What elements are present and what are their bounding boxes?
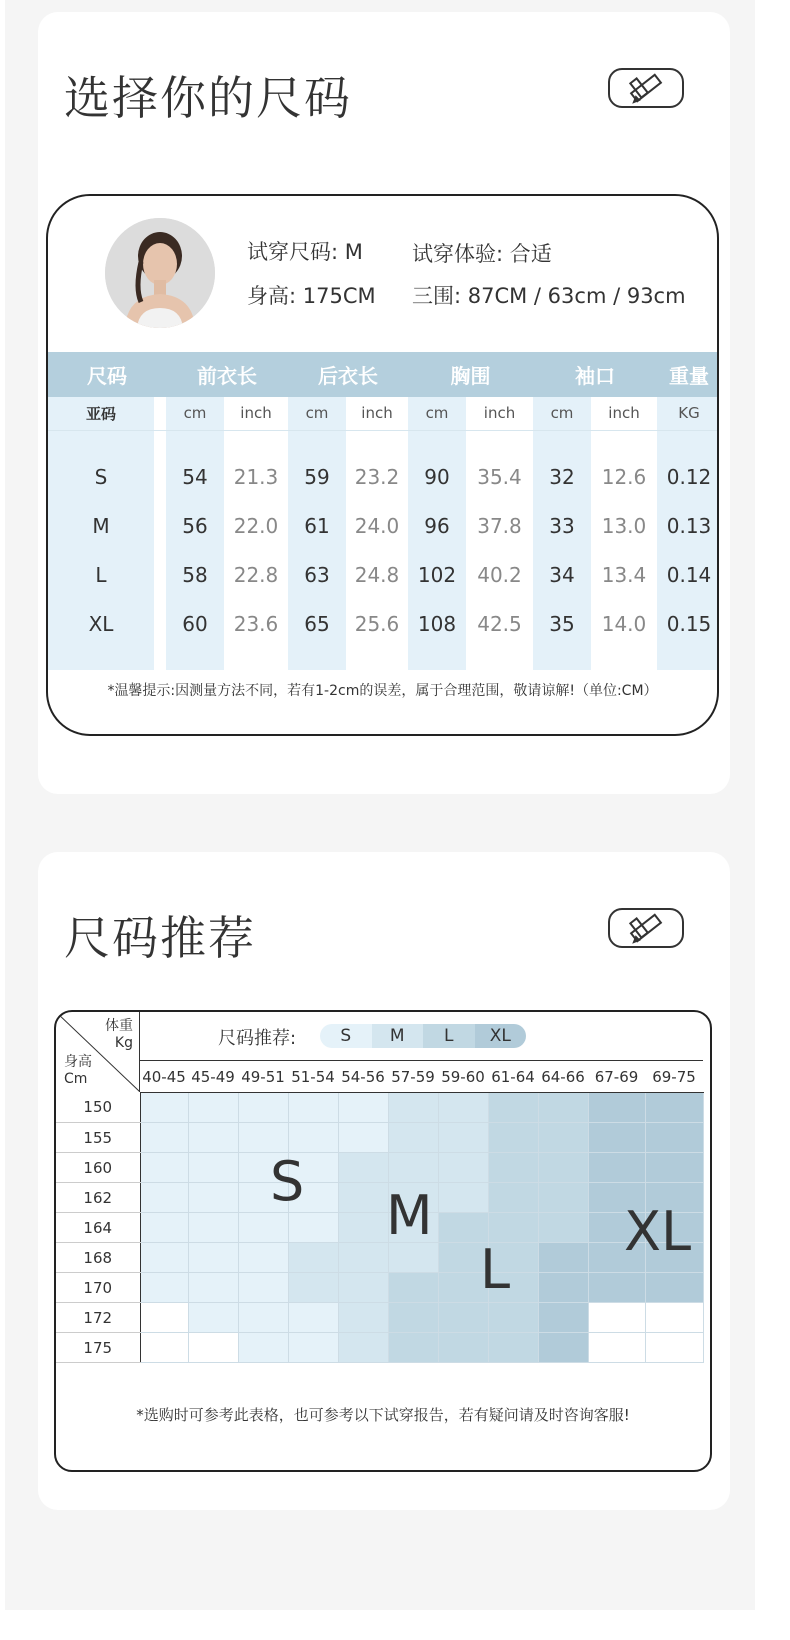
value-cell: 108 [408, 599, 466, 648]
height-label: 175 [56, 1333, 140, 1363]
grid-cell [588, 1093, 645, 1123]
grid-cell [488, 1183, 538, 1213]
grid-cell [188, 1273, 238, 1303]
grid-cell [140, 1333, 188, 1363]
grid-cell [188, 1123, 238, 1153]
grid-cell [238, 1123, 288, 1153]
grid-cell [388, 1333, 438, 1363]
grid-cell [538, 1243, 588, 1273]
value-cell: 35.4 [466, 452, 533, 501]
table-unit-row [48, 397, 719, 430]
header-back-length: 后衣长 [288, 352, 408, 397]
grid-cell [388, 1303, 438, 1333]
zone-label-m: M [386, 1184, 433, 1247]
grid-cell [588, 1303, 645, 1333]
page-background [5, 0, 755, 1610]
value-cell: 0.13 [657, 501, 719, 550]
unit-cell: cm [166, 397, 224, 430]
grid-cell [388, 1153, 438, 1183]
height-row [56, 1333, 703, 1363]
value-cell: 24.8 [346, 550, 408, 599]
legend-item-l: L [423, 1024, 475, 1048]
weight-range: 49-51 [238, 1061, 288, 1093]
grid-cell [238, 1303, 288, 1333]
legend-item-xl: XL [475, 1024, 527, 1048]
grid-cell [238, 1213, 288, 1243]
value-cell: 0.15 [657, 599, 719, 648]
size-row [48, 452, 719, 501]
size-row [48, 501, 719, 550]
weight-range: 59-60 [438, 1061, 488, 1093]
size-table [48, 352, 719, 670]
weight-label: 体重 [105, 1018, 133, 1034]
spacer-cell [154, 452, 166, 501]
size-chart-box [46, 194, 719, 736]
grid-cell [438, 1183, 488, 1213]
weight-range: 67-69 [588, 1061, 645, 1093]
grid-cell [288, 1123, 338, 1153]
grid-cell [438, 1303, 488, 1333]
zone-label-xl: XL [624, 1200, 692, 1263]
grid-cell [338, 1303, 388, 1333]
height-label: 160 [56, 1153, 140, 1183]
grid-cell [288, 1093, 338, 1123]
weight-range: 57-59 [388, 1061, 438, 1093]
size-cell: L [48, 550, 154, 599]
tryon-height: 身高: 175CM [247, 284, 376, 308]
value-cell: 42.5 [466, 599, 533, 648]
grid-cell [188, 1303, 238, 1333]
size-cell: M [48, 501, 154, 550]
grid-cell [388, 1123, 438, 1153]
value-cell: 58 [166, 550, 224, 599]
weight-range: 51-54 [288, 1061, 338, 1093]
grid-cell [588, 1123, 645, 1153]
grid-cell [140, 1273, 188, 1303]
section-title-size-recommendation: 尺码推荐 [64, 911, 256, 965]
value-cell: 32 [533, 452, 591, 501]
grid-cell [388, 1243, 438, 1273]
grid-cell [338, 1213, 388, 1243]
grid-cell [645, 1093, 703, 1123]
ruler-pencil-icon [608, 68, 684, 108]
table-header-row [48, 352, 719, 397]
height-row [56, 1183, 703, 1213]
height-label: 170 [56, 1273, 140, 1303]
height-row [56, 1123, 703, 1153]
height-row [56, 1093, 703, 1123]
grid-cell [238, 1093, 288, 1123]
value-cell: 21.3 [224, 452, 288, 501]
grid-cell [438, 1153, 488, 1183]
table-spacer-row [48, 430, 719, 452]
value-cell: 65 [288, 599, 346, 648]
grid-cell [188, 1213, 238, 1243]
value-cell: 23.6 [224, 599, 288, 648]
size-cell: S [48, 452, 154, 501]
unit-cell: inch [346, 397, 408, 430]
grid-cell [140, 1183, 188, 1213]
grid-cell [288, 1213, 338, 1243]
grid-cell [538, 1273, 588, 1303]
value-cell: 54 [166, 452, 224, 501]
value-cell: 40.2 [466, 550, 533, 599]
unit-cell: inch [466, 397, 533, 430]
weight-range: 54-56 [338, 1061, 388, 1093]
weight-range: 61-64 [488, 1061, 538, 1093]
grid-cell [288, 1243, 338, 1273]
grid-cell [588, 1153, 645, 1183]
value-cell: 96 [408, 501, 466, 550]
legend-item-m: M [372, 1024, 424, 1048]
weight-range: 69-75 [645, 1061, 703, 1093]
spacer-cell [154, 397, 166, 430]
grid-cell [645, 1153, 703, 1183]
value-cell: 0.14 [657, 550, 719, 599]
grid-cell [538, 1093, 588, 1123]
value-cell: 61 [288, 501, 346, 550]
grid-cell [140, 1123, 188, 1153]
grid-cell [338, 1183, 388, 1213]
height-label: 162 [56, 1183, 140, 1213]
grid-cell [538, 1303, 588, 1333]
value-cell: 90 [408, 452, 466, 501]
value-cell: 56 [166, 501, 224, 550]
zone-label-l: L [480, 1238, 511, 1301]
grid-cell [438, 1123, 488, 1153]
unit-cell: cm [533, 397, 591, 430]
value-cell: 63 [288, 550, 346, 599]
spacer-cell [154, 599, 166, 648]
weight-range: 40-45 [140, 1061, 188, 1093]
grid-cell [538, 1183, 588, 1213]
size-note: *温馨提示:因测量方法不同，若有1-2cm的误差，属于合理范围，敬请谅解!（单位:CM） [107, 683, 658, 699]
header-front-length: 前衣长 [166, 352, 288, 397]
grid-cell [288, 1303, 338, 1333]
height-label: 155 [56, 1123, 140, 1153]
weight-range: 64-66 [538, 1061, 588, 1093]
unit-cell: KG [657, 397, 719, 430]
value-cell: 35 [533, 599, 591, 648]
grid-cell [188, 1333, 238, 1363]
height-row [56, 1243, 703, 1273]
grid-cell [645, 1303, 703, 1333]
height-row [56, 1153, 703, 1183]
grid-cell [645, 1333, 703, 1363]
grid-cell [488, 1123, 538, 1153]
value-cell: 22.0 [224, 501, 288, 550]
value-cell: 22.8 [224, 550, 288, 599]
value-cell: 24.0 [346, 501, 408, 550]
header-size: 尺码 [48, 352, 166, 397]
value-cell: 23.2 [346, 452, 408, 501]
value-cell: 59 [288, 452, 346, 501]
size-recommendation-card [38, 852, 730, 1510]
value-cell: 0.12 [657, 452, 719, 501]
value-cell: 13.0 [591, 501, 657, 550]
model-avatar [105, 218, 215, 328]
grid-cell [140, 1243, 188, 1273]
height-label: 身高 [64, 1054, 92, 1070]
grid-cell [588, 1273, 645, 1303]
zone-label-s: S [270, 1150, 305, 1213]
grid-cell [238, 1273, 288, 1303]
grid-cell [538, 1123, 588, 1153]
size-legend [320, 1024, 526, 1048]
grid-cell [588, 1333, 645, 1363]
grid-cell [645, 1123, 703, 1153]
height-row [56, 1273, 703, 1303]
grid-cell [140, 1303, 188, 1333]
grid-cell [488, 1333, 538, 1363]
grid-cell [140, 1093, 188, 1123]
header-weight: 重量 [657, 352, 719, 397]
grid-cell [338, 1093, 388, 1123]
spacer-cell [154, 501, 166, 550]
value-cell: 37.8 [466, 501, 533, 550]
value-cell: 60 [166, 599, 224, 648]
grid-cell [538, 1153, 588, 1183]
size-row [48, 599, 719, 648]
value-cell: 14.0 [591, 599, 657, 648]
grid-cell [538, 1333, 588, 1363]
unit-cell: 亚码 [48, 397, 154, 430]
header-bust: 胸围 [408, 352, 533, 397]
grid-cell [188, 1183, 238, 1213]
grid-cell [188, 1093, 238, 1123]
grid-cell [438, 1093, 488, 1123]
grid-cell [140, 1213, 188, 1243]
grid-cell [288, 1273, 338, 1303]
size-cell: XL [48, 599, 154, 648]
tryon-fit: 试穿体验: 合适 [412, 242, 552, 266]
value-cell: 34 [533, 550, 591, 599]
height-label: 164 [56, 1213, 140, 1243]
recommendation-chart-box [54, 1010, 712, 1472]
grid-cell [438, 1333, 488, 1363]
ruler-pencil-icon [608, 908, 684, 948]
table-spacer-row [48, 648, 719, 670]
grid-cell [338, 1153, 388, 1183]
legend-item-s: S [320, 1024, 372, 1048]
value-cell: 102 [408, 550, 466, 599]
size-row [48, 550, 719, 599]
grid-cell [388, 1093, 438, 1123]
tryon-size: 试穿尺码: M [247, 240, 363, 264]
grid-cell [238, 1243, 288, 1273]
unit-cell: inch [591, 397, 657, 430]
grid-cell [645, 1273, 703, 1303]
height-label: 168 [56, 1243, 140, 1273]
grid-cell [140, 1153, 188, 1183]
grid-cell [188, 1153, 238, 1183]
spacer-cell [154, 550, 166, 599]
height-label: 150 [56, 1093, 140, 1123]
value-cell: 33 [533, 501, 591, 550]
unit-cell: cm [408, 397, 466, 430]
height-row [56, 1303, 703, 1333]
grid-cell [338, 1123, 388, 1153]
grid-cell [188, 1243, 238, 1273]
grid-cell [488, 1303, 538, 1333]
grid-cell [538, 1213, 588, 1243]
value-cell: 12.6 [591, 452, 657, 501]
recommendation-note: *选购时可参考此表格，也可参考以下试穿报告，若有疑问请及时咨询客服! [136, 1406, 630, 1424]
header-cuff: 袖口 [533, 352, 657, 397]
section-title-size-selection: 选择你的尺码 [64, 71, 352, 125]
height-unit: Cm [64, 1071, 88, 1087]
size-selection-card [38, 12, 730, 794]
grid-cell [388, 1273, 438, 1303]
weight-range: 45-49 [188, 1061, 238, 1093]
grid-cell [338, 1273, 388, 1303]
weight-header-row [56, 1061, 703, 1093]
unit-cell: inch [224, 397, 288, 430]
height-label: 172 [56, 1303, 140, 1333]
value-cell: 25.6 [346, 599, 408, 648]
recommendation-grid [56, 1060, 704, 1363]
value-cell: 13.4 [591, 550, 657, 599]
unit-cell: cm [288, 397, 346, 430]
legend-label: 尺码推荐: [218, 1028, 297, 1049]
grid-cell [338, 1333, 388, 1363]
grid-cell [238, 1333, 288, 1363]
grid-cell [288, 1333, 338, 1363]
weight-unit: Kg [114, 1035, 133, 1051]
height-row [56, 1213, 703, 1243]
grid-cell [488, 1093, 538, 1123]
grid-cell [338, 1243, 388, 1273]
tryon-measurements: 三围: 87CM / 63cm / 93cm [412, 284, 686, 308]
grid-cell [488, 1153, 538, 1183]
